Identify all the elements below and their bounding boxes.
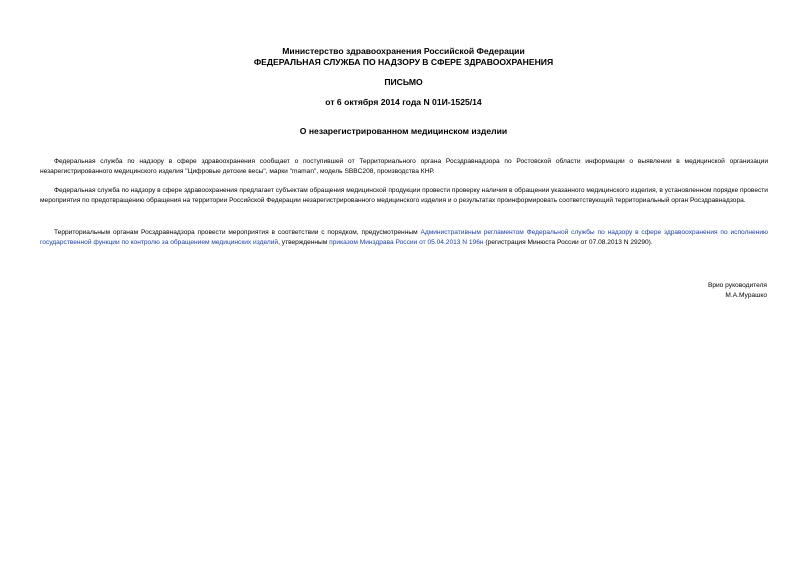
signature-position: Врио руководителя: [707, 282, 767, 289]
ministry-title: Министерство здравоохранения Российской Федерации: [282, 46, 525, 56]
paragraph-1-text: Федеральная служба по надзору в сфере здравоохранения сообщает о поступившей от Территориального органа Росздравнадзора по Ростовской области информации о выявлении в медицинской организации незарегистрированного медицинского изделия "Цифровые детские весы", марки "maman", модель SBBC208, производства КНР.: [40, 158, 768, 176]
document-subject: О незарегистрированном медицинском изделии: [299, 126, 508, 136]
paragraph-3-text-b: , утвержденным: [278, 239, 330, 247]
regulation-link[interactable]: Административным регламентом Федеральной службы по надзору в сфере здравоохранения по исполнению государственной функции по контролю за обращением медицинских изделий: [40, 229, 768, 247]
paragraph-2: [40, 186, 768, 207]
paragraph-1: [40, 157, 768, 178]
paragraph-3: [40, 228, 768, 249]
order-link[interactable]: приказом Минздрава России от 05.04.2013 N 196н: [329, 239, 484, 247]
document-date-number: от 6 октября 2014 года N 01И-1525/14: [325, 97, 482, 107]
service-title: ФЕДЕРАЛЬНАЯ СЛУЖБА ПО НАДЗОРУ В СФЕРЕ ЗДРАВООХРАНЕНИЯ: [253, 57, 554, 67]
paragraph-3-text-c: (регистрация Минюста России от 07.08.2013 N 29290).: [483, 239, 653, 247]
document-type: ПИСЬМО: [384, 77, 423, 87]
paragraph-3-text-a: Территориальным органам Росздравнадзора провести мероприятия в соответствии с порядком, предусмотренным: [54, 229, 421, 236]
paragraph-2-text: Федеральная служба по надзору в сфере здравоохранения предлагает субъектам обращения медицинской продукции провести проверку наличия в обращении указанного медицинского изделия, в установленном порядке провести мероприятия по предотвращению обращения на территории Российской Федерации незарегистрированного медицинского изделия и о результатах проинформировать соответствующий территориальный орган Росздравнадзора.: [40, 187, 768, 205]
signature-name: М.А.Мурашко: [725, 292, 767, 299]
